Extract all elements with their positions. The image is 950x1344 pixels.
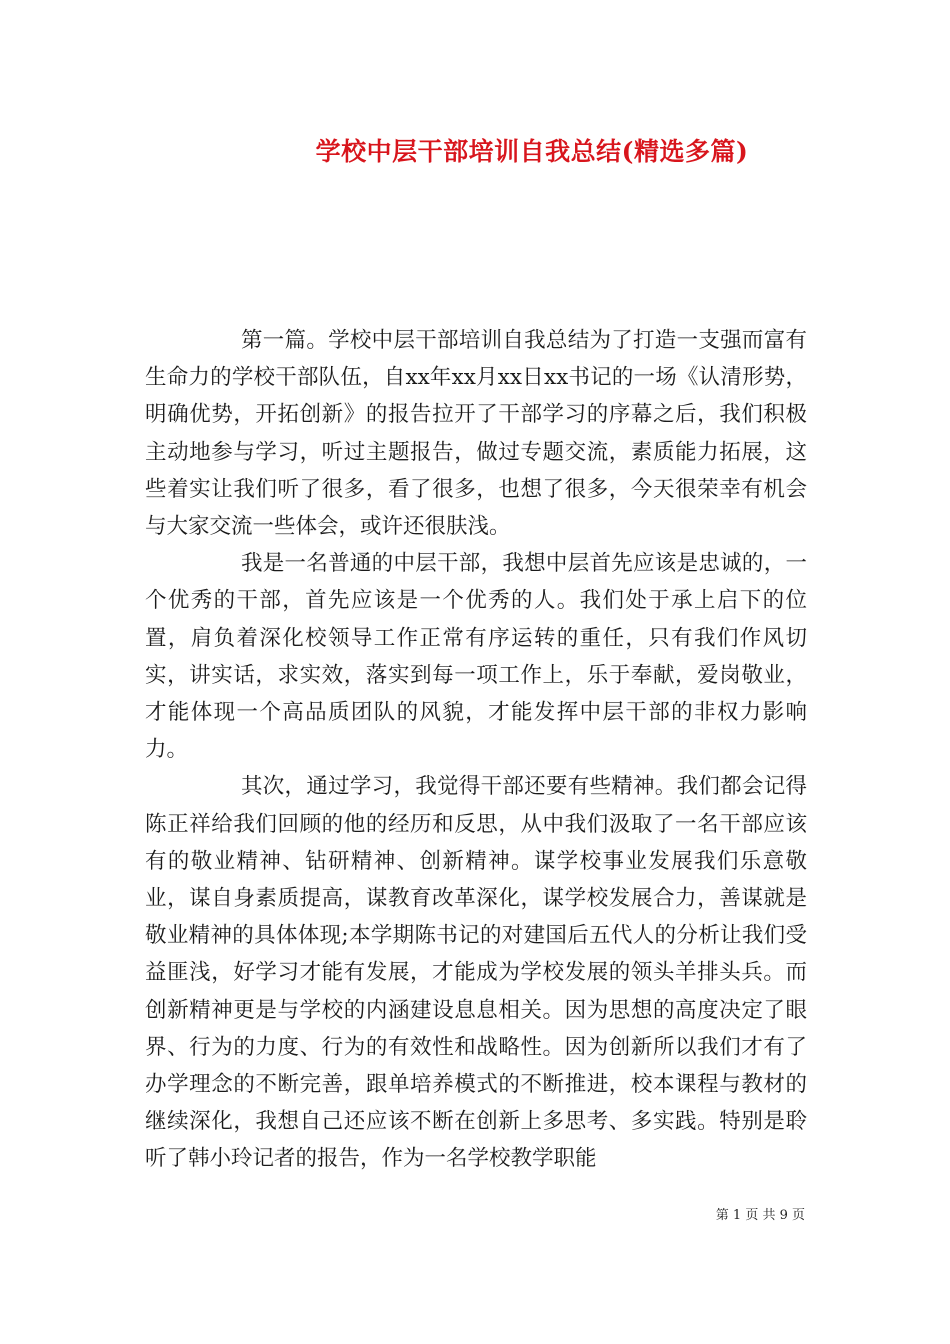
document-body [145, 322, 807, 1178]
paragraph-1: 第一篇。学校中层干部培训自我总结为了打造一支强而富有生命力的学校干部队伍，自xx年xx月xx日xx书记的一场《认清形势，明确优势，开拓创新》的报告拉开了干部学习的序幕之后，我们积极主动地参与学习，听过主题报告，做过专题交流，素质能力拓展，这些着实让我们听了很多，看了很多，也想了很多，今天很荣幸有机会与大家交流一些体会，或许还很肤浅。 [145, 328, 807, 540]
paragraph-3: 其次，通过学习，我觉得干部还要有些精神。我们都会记得陈正祥给我们回顾的他的经历和反思，从中我们汲取了一名干部应该有的敬业精神、钻研精神、创新精神。谋学校事业发展我们乐意敬业，谋自身素质提高，谋教育改革深化，谋学校发展合力，善谋就是敬业精神的具体体现;本学期陈书记的对建国后五代人的分析让我们受益匪浅，好学习才能有发展，才能成为学校发展的领头羊排头兵。而创新精神更是与学校的内涵建设息息相关。因为思想的高度决定了眼界、行为的力度、行为的有效性和战略性。因为创新所以我们才有了办学理念的不断完善，跟单培养模式的不断推进，校本课程与教材的继续深化，我想自己还应该不断在创新上多思考、多实践。特别是聆听了韩小玲记者的报告，作为一名学校教学职能 [145, 774, 807, 1172]
paragraph-2: 我是一名普通的中层干部，我想中层首先应该是忠诚的，一个优秀的干部，首先应该是一个优秀的人。我们处于承上启下的位置，肩负着深化校领导工作正常有序运转的重任，只有我们作风切实，讲实话，求实效，落实到每一项工作上，乐于奉献，爱岗敬业，才能体现一个高品质团队的风貌，才能发挥中层干部的非权力影响力。 [145, 551, 807, 763]
document-title: 学校中层干部培训自我总结(精选多篇) [315, 137, 749, 166]
page-number-footer: 第 1 页 共 9 页 [715, 1208, 805, 1223]
